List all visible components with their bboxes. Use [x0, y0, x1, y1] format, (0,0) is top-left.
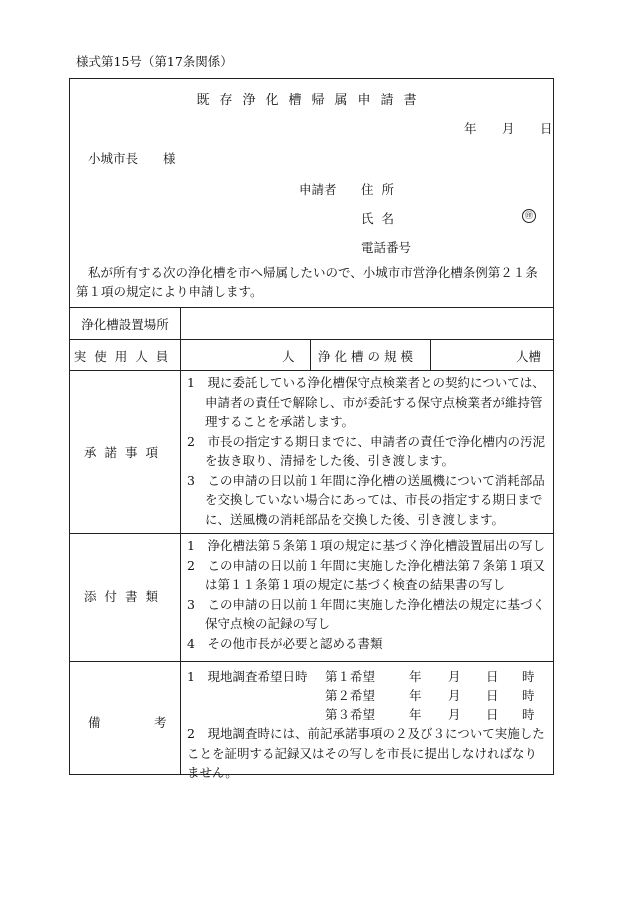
choice-3-hour: 時 [522, 707, 535, 722]
divider-scale [430, 339, 431, 370]
addressee-name: 小城市長 [88, 151, 139, 166]
intro-text: 私が所有する次の浄化槽を市へ帰属したいので、小城市市営浄化槽条例第２１条第１項の規定により申請します。 [76, 265, 538, 299]
choice-2-hour: 時 [522, 688, 535, 703]
column-divider [180, 307, 181, 775]
date-month: 月 [502, 121, 515, 136]
scale-unit: 人槽 [516, 349, 542, 364]
choice-1-hour: 時 [522, 669, 535, 684]
attach-item-4: 4 その他市長が必要と認める書類 [187, 635, 383, 651]
remarks-note: 2 現地調査時には、前記承諾事項の２及び３について実施したことを証明する記録又はその写しを市長に提出しなければなりません。 [187, 726, 545, 780]
choice-3-year: 年 [409, 707, 422, 722]
choice-3-month: 月 [448, 707, 461, 722]
applicant-label: 申請者 [299, 182, 337, 197]
rule-consent [70, 370, 553, 371]
choice-2-month: 月 [448, 688, 461, 703]
consent-item-3: 3 この申請の日以前１年間に浄化槽の送風機について消耗部品を交換していない場合にあっては、市長の指定する期日までに、送風機の消耗部品を交換した後、引き渡します。 [187, 472, 545, 527]
address-label: 住所 [361, 182, 403, 197]
attach-items [187, 536, 547, 653]
consent-label: 承諾事項 [83, 445, 166, 460]
scale-label: 浄化槽の規模 [318, 349, 418, 364]
rule-attach [70, 533, 553, 534]
location-label: 浄化槽設置場所 [81, 317, 169, 332]
choice-1-year: 年 [409, 669, 422, 684]
form-number-label: 様式第15号（第17条関係） [76, 54, 233, 69]
choice-1-day: 日 [486, 669, 499, 684]
application-form [69, 78, 554, 780]
choice-2-day: 日 [486, 688, 499, 703]
form-title: 既存浄化槽帰属申請書 [196, 93, 427, 108]
consent-items [187, 373, 547, 529]
users-unit: 人 [282, 349, 295, 364]
rule-remarks [70, 661, 553, 662]
choice-2-year: 年 [409, 688, 422, 703]
users-label: 実使用人員 [73, 349, 177, 364]
attach-item-1: 1 浄化槽法第５条第１項の規定に基づく浄化槽設置届出の写し [187, 538, 545, 553]
name-label: 氏名 [361, 211, 403, 226]
choice-1: 第１希望 [325, 669, 376, 684]
divider-users [310, 339, 311, 370]
consent-item-1: 1 現に委託している浄化槽保守点検業者との契約については、申請者の責任で解除し、市が委託する保守点検業者が維持管理することを承諾します。 [187, 375, 545, 429]
choice-3: 第３希望 [325, 707, 376, 722]
attach-label: 添付書類 [83, 589, 166, 604]
remarks-label-2: 考 [154, 715, 167, 730]
choice-3-day: 日 [486, 707, 499, 722]
rule-users [70, 339, 553, 340]
seal-mark: ㊞ [522, 209, 536, 223]
date-day: 日 [540, 121, 553, 136]
phone-label: 電話番号 [361, 240, 412, 255]
remarks-label-1: 備 [88, 715, 101, 730]
addressee-honorific: 様 [163, 151, 176, 166]
rule-location [70, 307, 553, 308]
choice-2: 第２希望 [325, 688, 376, 703]
attach-item-3: 3 この申請の日以前１年間に実施した浄化槽法の規定に基づく保守点検の記録の写し [187, 596, 545, 631]
consent-item-2: 2 市長の指定する期日までに、申請者の責任で浄化槽内の汚泥を抜き取り、清掃をした後、引き渡します。 [187, 433, 545, 468]
survey-label: 1 現地調査希望日時 [187, 669, 308, 684]
choice-1-month: 月 [448, 669, 461, 684]
attach-item-2: 2 この申請の日以前１年間に実施した浄化槽法第７条第１項又は第１１条第１項の規定に基づく検査の結果書の写し [187, 557, 545, 592]
date-year: 年 [464, 121, 477, 136]
